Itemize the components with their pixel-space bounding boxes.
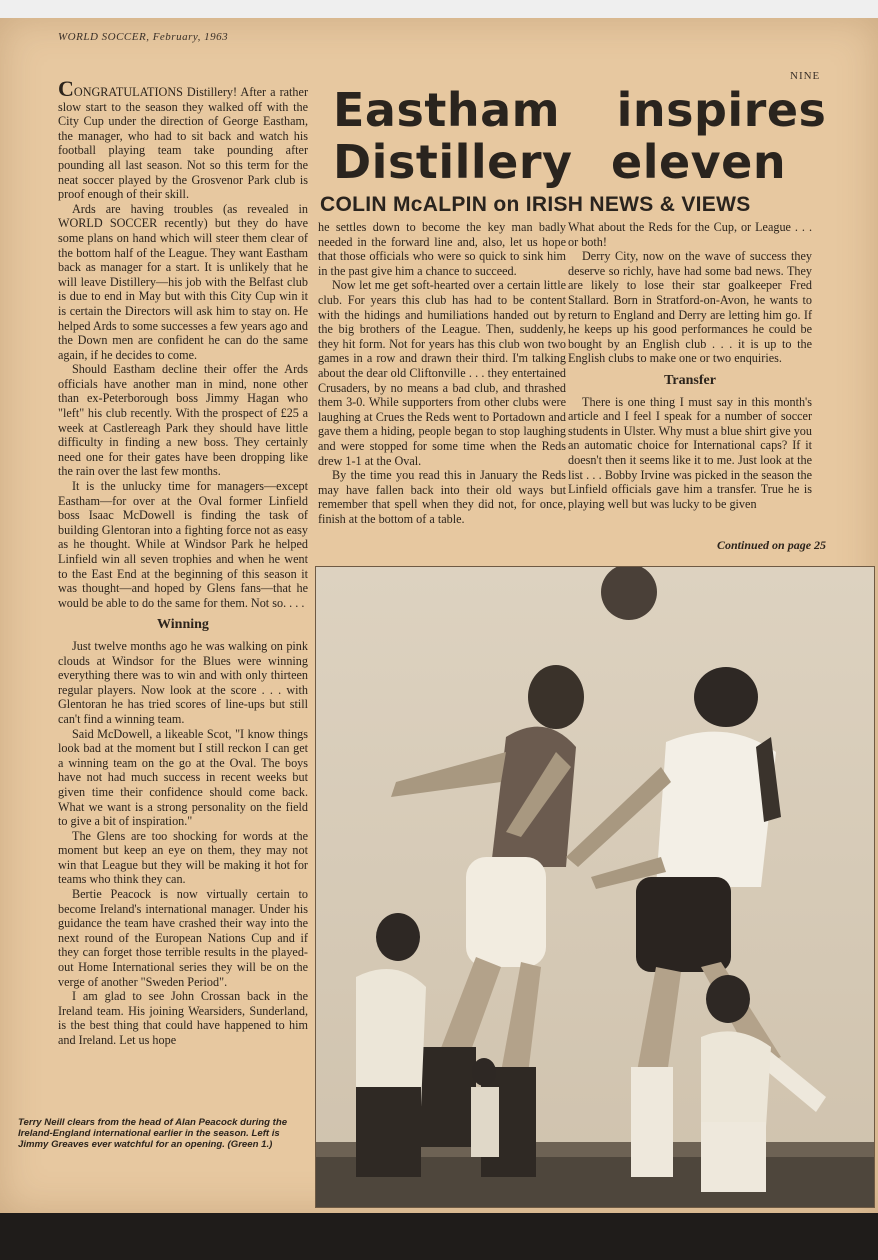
paragraph: The Glens are too shocking for words at the moment but keep an eye on them, they may not win that League but they will be making it hot for teams who think they can.: [58, 828, 308, 887]
football-photo-illustration: [316, 567, 874, 1207]
article-column-2: [318, 220, 566, 526]
paragraph: Now let me get soft-hearted over a certain little club. For years this club has had to be content with the hidings and humiliations handed out by the big brothers of the League. Then, suddenly, they hit form. Not for years has this club won two games in a row and drawn their third. I'm talking about the dear old Cliftonville . . . they entertained Crusaders, by no means a bad club, and thrashed them 3-0. While supporters from other clubs were laughing at Crues the Reds went to Portadown and gave them a hiding, people began to stop laughing and were stopped for some time when the Reds drew 1-1 at the Oval.: [318, 278, 566, 468]
magazine-header: WORLD SOCCER, February, 1963: [58, 31, 229, 43]
page-number: NINE: [790, 70, 821, 82]
subheading-winning: Winning: [157, 617, 209, 633]
paragraph: Derry City, now on the wave of success they deserve so richly, have had some bad news. They are likely to lose their star goalkeeper Fred Stallard. Born in Stratford-on-Avon, he wants to return to England and Derry are letting him go. If he keeps up his good performances he could be bought by an English club . . . it is up to the English clubs to make one or two enquiries.: [568, 249, 812, 366]
article-column-1: [58, 76, 308, 1048]
paragraph: I am glad to see John Crossan back in the Ireland team. His joining Wearsiders, Sunderland, is the best thing that could have happened to him and Ireland. Let us hope: [58, 989, 308, 1047]
paragraph: Bertie Peacock is now virtually certain to become Ireland's international manager. Under his guidance the team have crashed their way into the next round of the European Nations Cup and if they can forget those terrible results in the played-out Home International series they will be on the verge of another "Sweden Period".: [58, 887, 308, 989]
continued-note: Continued on page 25: [717, 538, 827, 552]
article-column-3: [568, 220, 812, 511]
article-byline: COLIN McALPIN on IRISH NEWS & VIEWS: [320, 193, 751, 216]
photo-caption: Terry Neill clears from the head of Alan Peacock during the Ireland-England international earlier in the season. Left is Jimmy Greaves ever watchful for an opening. (Green 1.): [18, 1117, 288, 1150]
headline-line-2: Distillery eleven: [333, 135, 787, 189]
paragraph: Just twelve months ago he was walking on pink clouds at Windsor for the Blues were winning everything there was to win and with only thirteen regular players. Now look at the score . . . with Glentoran he has tried scores of line-ups but still can't find a winning team.: [58, 638, 308, 726]
paragraph: It is the unlucky time for managers—except Eastham—for over at the Oval former Linfield boss Isaac McDowell is finding the task of building Glentoran into a fighting force not as easy as he thought. While at Windsor Park he helped Linfield win all seven trophies and when he went to the East End at the beginning of this season it was thought—and hoped by Glens fans—that he would be able to do the same for them. Not so. . . .: [58, 479, 308, 610]
scan-background-bottom: [0, 1213, 878, 1260]
paragraph: What about the Reds for the Cup, or League . . . or both!: [568, 220, 812, 249]
football-photo: [315, 566, 875, 1208]
paragraph: There is one thing I must say in this month's article and I feel I speak for a number of soccer students in Ulster. Why must a blue shirt give you an automatic choice for International caps? If it doesn't then it seems like it to me. Just look at the list . . . Bobby Irvine was picked in the season the Linfield officials gave him a transfer. True he is playing well but was lucky to be given: [568, 394, 812, 511]
paragraph: Ards are having troubles (as revealed in WORLD SOCCER recently) but they do have some plans on hand which will steer them clear of the bottom half of the League. They want Eastham back as manager for a start. It is unlikely that he will leave Distillery—his job with the Belfast club is due to end in May but with this City Cup win it is certain the Directors will ask him to stay on. He helped Ards to some successes a few years ago and the Down men are confident he can do the same again, if he decides to come.: [58, 201, 308, 362]
subheading-transfer: Transfer: [664, 372, 716, 388]
paragraph: Should Eastham decline their offer the Ards officials have another man in mind, none other than ex-Peterborough boss Jimmy Hagan who "left" his club recently. With the prospect of £25 a week at Castlereagh Park they should have little difficulty in finding a new boss. They certainly need one for their gates have been dropping like the rain over the last few months.: [58, 362, 308, 479]
scan-background-top: [0, 0, 878, 18]
paragraph: Said McDowell, a likeable Scot, "I know things look bad at the moment but I still reckon I can get a winning team on the go at the Oval. The boys have not had much success in recent weeks but given time their confidence should come back. What we want is a strong personality on the field to give a bit of inspiration.": [58, 726, 308, 829]
paragraph: he settles down to become the key man badly needed in the forward line and, also, let us hope that those officials who were so quick to sink him in the past give him a chance to succeed.: [318, 220, 566, 278]
drop-cap: C: [58, 76, 74, 101]
article-headline: [333, 84, 833, 188]
headline-line-1: Eastham inspires: [333, 83, 827, 137]
paragraph: ONGRATULATIONS Distillery! After a rather slow start to the season they walked off with the City Cup under the direction of George Eastham, the manager, who had to sit back and watch his football playing team take pounding after pounding all last season. Not so this term for the neat soccer played by the Grosvenor Park club is proof enough of their skill.: [58, 85, 308, 202]
paragraph: By the time you read this in January the Reds may have fallen back into their old ways but remember that spell when they did not, for once, finish at the bottom of a table.: [318, 468, 566, 526]
